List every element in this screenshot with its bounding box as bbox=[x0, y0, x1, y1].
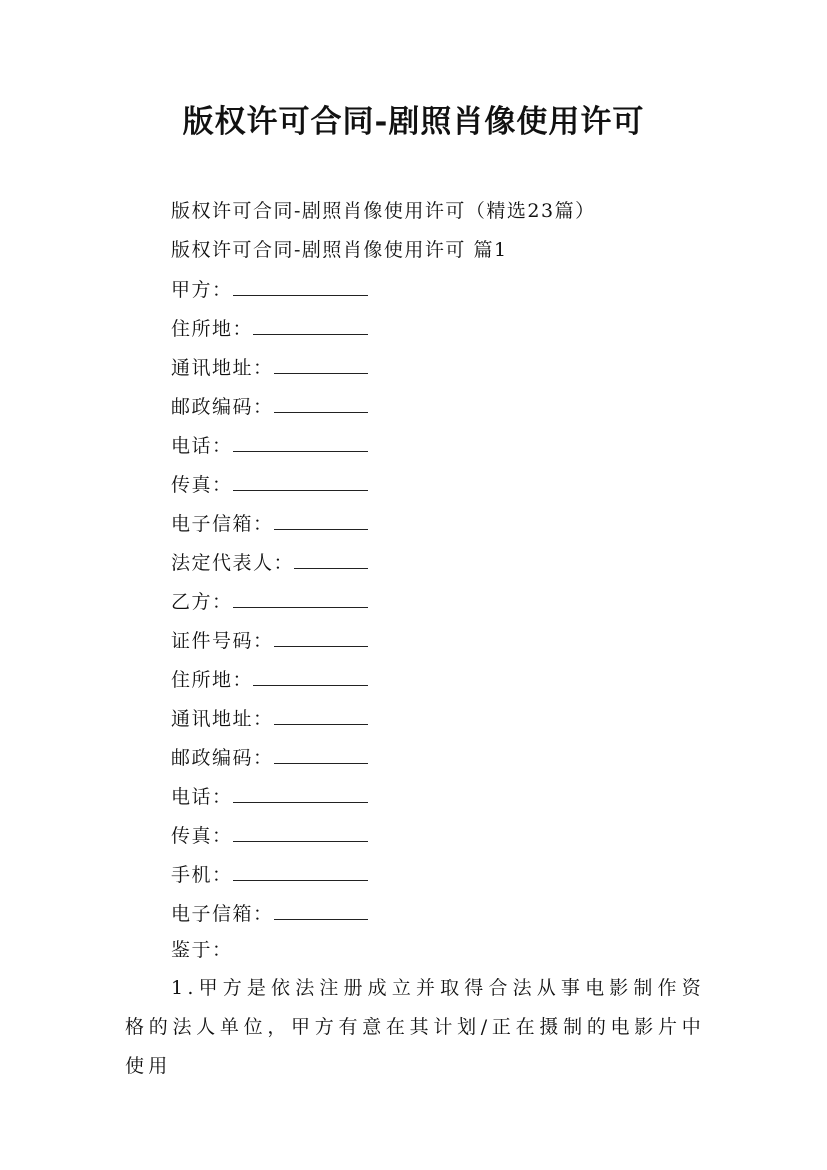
document-title: 版权许可合同-剧照肖像使用许可 bbox=[182, 104, 645, 140]
field-label: 传真： bbox=[171, 474, 233, 496]
field-label: 手机： bbox=[171, 864, 233, 886]
field-row bbox=[171, 548, 368, 578]
field-blank-line bbox=[253, 320, 368, 335]
field-label: 甲方： bbox=[171, 279, 233, 301]
field-label: 乙方： bbox=[171, 591, 233, 613]
field-label: 证件号码： bbox=[171, 630, 274, 652]
field-label: 通讯地址： bbox=[171, 708, 274, 730]
clause-1-paragraph: 1.甲方是依法注册成立并取得合法从事电影制作资格的法人单位，甲方有意在其计划/正在摄制的电影片中使用 bbox=[125, 977, 705, 1077]
field-blank-line bbox=[233, 866, 369, 881]
field-blank-line bbox=[274, 632, 369, 647]
field-label: 住所地： bbox=[171, 669, 254, 691]
field-blank-line bbox=[233, 437, 369, 452]
field-row bbox=[171, 509, 368, 539]
field-row bbox=[171, 743, 368, 773]
field-row bbox=[171, 860, 368, 890]
field-label: 住所地： bbox=[171, 318, 254, 340]
field-label: 邮政编码： bbox=[171, 396, 274, 418]
field-label: 邮政编码： bbox=[171, 747, 274, 769]
field-blank-line bbox=[274, 398, 369, 413]
field-label: 电子信箱： bbox=[171, 513, 274, 535]
field-blank-line bbox=[274, 749, 369, 764]
field-row bbox=[171, 626, 368, 656]
field-row bbox=[171, 275, 368, 305]
field-blank-line bbox=[274, 710, 369, 725]
section-heading: 版权许可合同-剧照肖像使用许可 篇1 bbox=[171, 239, 508, 261]
field-blank-line bbox=[233, 788, 369, 803]
document-subtitle: 版权许可合同-剧照肖像使用许可（精选23篇） bbox=[171, 200, 596, 222]
field-blank-line bbox=[253, 671, 368, 686]
field-label: 法定代表人： bbox=[171, 552, 295, 574]
field-row bbox=[171, 353, 368, 383]
field-blank-line bbox=[274, 515, 369, 530]
field-row bbox=[171, 314, 368, 344]
field-row bbox=[171, 470, 368, 500]
field-blank-line bbox=[233, 593, 369, 608]
field-label: 电话： bbox=[171, 786, 233, 808]
field-row bbox=[171, 821, 368, 851]
field-row bbox=[171, 899, 368, 929]
field-label: 电子信箱： bbox=[171, 903, 274, 925]
field-row bbox=[171, 782, 368, 812]
field-row bbox=[171, 431, 368, 461]
field-label: 电话： bbox=[171, 435, 233, 457]
field-row bbox=[171, 704, 368, 734]
field-row bbox=[171, 392, 368, 422]
whereas-label: 鉴于： bbox=[171, 939, 233, 961]
field-row bbox=[171, 665, 368, 695]
field-blank-line bbox=[294, 554, 368, 569]
field-blank-line bbox=[233, 476, 369, 491]
field-label: 传真： bbox=[171, 825, 233, 847]
field-label: 通讯地址： bbox=[171, 357, 274, 379]
field-blank-line bbox=[274, 905, 369, 920]
field-blank-line bbox=[233, 827, 369, 842]
field-blank-line bbox=[233, 281, 369, 296]
field-row bbox=[171, 587, 368, 617]
field-blank-line bbox=[274, 359, 369, 374]
